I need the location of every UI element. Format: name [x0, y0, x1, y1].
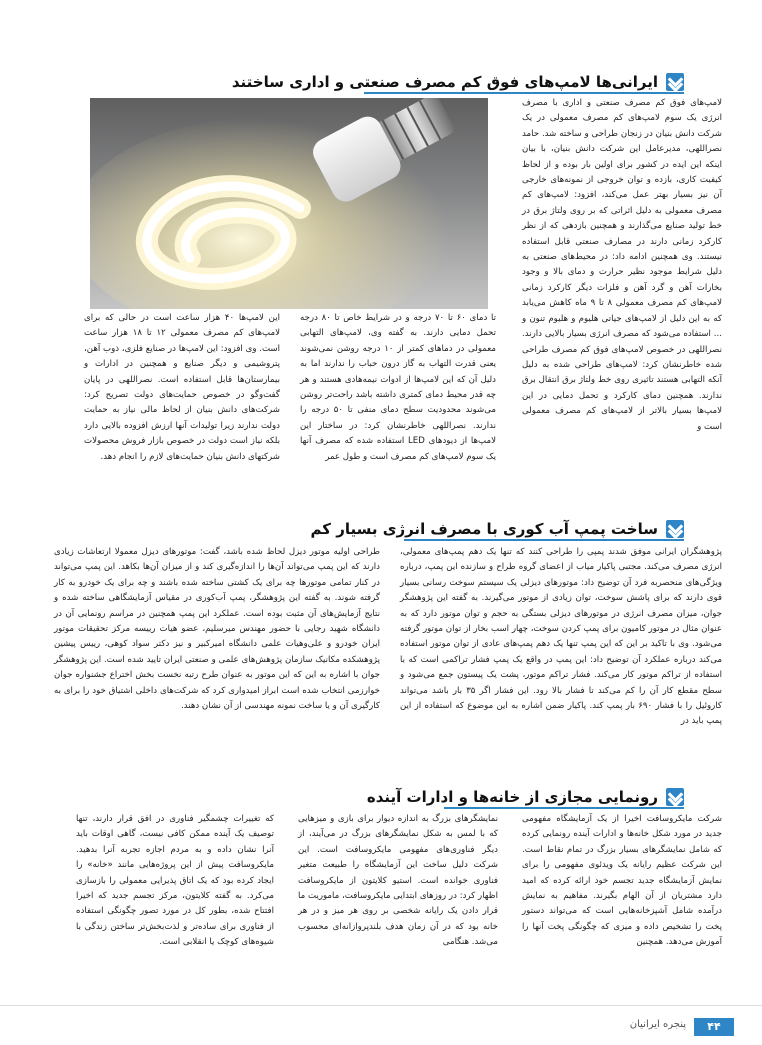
section1-rule — [364, 92, 684, 94]
section3-column-right — [522, 812, 722, 951]
section1-heading — [232, 70, 684, 94]
page-number: ۴۴ — [694, 1018, 734, 1036]
section2-paragraph-left: طراحی اولیه موتور دیزل لحاظ شده باشد، گفت: موتورهای دیزل معمولا ارتعاشات زیادی دارند که این پمپ می‌تواند آن‌ها را اندازه‌گیری کند و از میزان آن‌ها بکاهد. این پمپ می‌تواند در کنار تمامی موتورها چه برای یک کشتی ساخته شده باشند و چه برای یک خودرو به کار گرفته شوند. به گفته این پژوهشگر، پمپ آب‌کوری در مقیاس آزمایشگاهی ساخته شده و نتایج آزمایش‌های آن مثبت بوده است. عملکرد این پمپ همچنین در مراسم رونمایی آن در دانشگاه شهید رجایی با حضور مهندس میرسلیم، عضو هیات رییسه مرکز تحقیقات موتور ایران خودرو و علی‌وهیات علمی دانشگاه امیرکبیر و نیز دکتر سواد کوهی، رییس پیشین پژوهشکده مکانیک سازمان پژوهش‌های علمی و صنعتی ایران تایید شده است. این پژوهشگر جوان با اشاره به این که این موتور به عنوان طرح رتبه نخست بخش اختراع جشنواره جوان خوارزمی انتخاب شده است ابراز امیدواری کرد که شرکت‌های داخلی اشتیاق خود را برای به کارگیری آن و یا ساخت نمونه مهندسی از آن نشان دهند. — [54, 547, 380, 712]
section3-column-left — [76, 812, 274, 951]
section3-paragraph-middle: نمایشگرهای بزرگ به اندازه دیوار برای بازی و میزهایی که با لمس به شکل نمایشگرهای بزرگ در می‌آیند، از دیگر فناوری‌های مفهومی مایکروسافت است. این شرکت دلیل ساخت این آزمایشگاه را طبیعت متغیر فناوری خوانده است. استیو کلایتون از مایکروسافت اظهار کرد: در روزهای ابتدایی مایکروسافت، ماموریت ما قرار دادن یک رایانه شخصی بر روی هر میز و در هر خانه بود که در آن زمان هدف بلندپروازانه‌ای محسوب می‌شد. هنگامی — [298, 814, 498, 948]
section1-column-left — [84, 311, 280, 465]
section3-title: رونمایی مجازی از خانه‌ها و ادارات آینده — [366, 788, 658, 806]
cfl-bulb-illustration — [90, 98, 488, 309]
chevron-down-icon — [666, 788, 684, 806]
section1-column-right — [522, 96, 722, 435]
section2-heading — [311, 517, 685, 541]
section1-paragraph-left: این لامپ‌ها ۴۰ هزار ساعت است در حالی که برای لامپ‌های کم مصرف معمولی ۱۲ تا ۱۸ هزار ساعت است. وی افزود: این لامپ‌ها در صنایع فلزی، ذوب آهن، پتروشیمی و دیگر صنایع و همچنین در ادارات و بیمارستان‌ها قابل استفاده است. نصراللهی در پایان گفت‌وگو در خصوص حمایت‌های دولت تصریح کرد: شرکت‌های دانش بنیان از لحاظ مالی نیاز به حمایت دولت ندارند زیرا تولیدات آنها ارزش افزوده بالایی دارد بلکه نیاز است دولت در خصوص بازار فروش محصولات شرکتهای دانش بنیان حمایت‌های لازم را انجام دهد. — [84, 313, 280, 462]
section2-column-right — [400, 545, 722, 730]
chevron-down-icon — [666, 73, 684, 91]
section3-paragraph-left: که تغییرات چشمگیر فناوری در افق قرار دارند، تنها توصیف یک آینده ممکن کافی نیست، گاهی اوقات باید آنرا نشان داده و به مردم اجازه تجربه آنرا بدهید. مایکروسافت پیش از این پروژه‌هایی مانند «خانه» را ایجاد کرده بود که یک اتاق پذیرایی معمولی را بازسازی می‌کرد. به گفته کلایتون، مرکز تجسم جدید که اخیرا افتتاح شده، بطور کل در مورد تصور چگونگی استفاده از فناوری برای ساده‌تر و لذت‌بخش‌تر ساختن زندگی با شیوه‌های کوچک یا انقلابی است. — [76, 814, 274, 948]
section2-title: ساخت پمپ آب کوری با مصرف انرژی بسیار کم — [310, 520, 658, 538]
chevron-down-icon — [666, 520, 684, 538]
footer-rule — [0, 1005, 762, 1006]
section3-rule — [444, 807, 684, 809]
section2-column-left — [54, 545, 380, 714]
magazine-name: پنجره ایرانیان — [629, 1019, 686, 1030]
section2-paragraph-right: پژوهشگران ایرانی موفق شدند پمپی را طراحی کنند که تنها یک دهم پمپ‌های معمولی، انرژی مصرف می‌کند. مجتبی پاکیار میاب از اعضای گروه طراح و سازنده این پمپ، درباره ویژگی‌های منحصربه فرد آن توضیح داد: موتورهای دیزلی یک سیستم سوخت رسانی بسیار قوی دارند که برای پاشش سوخت، توان زیادی از موتور می‌گیرند. به گفته این پژوهشگر جوان، میزان مصرف انرژی در موتورهای دیزلی بستگی به حجم و توان موتور دارد که به عنوان مثال در موتور کامیون برای پمپ کردن سوخت، چهار اسب بخار از توان موتور گرفته می‌شود. وی با تاکید بر این که این پمپ تنها یک دهم پمپ‌های عادی از توان موتور استفاده می‌کند درباره عملکرد آن توضیح داد: این پمپ در واقع یک پمپ فشار تراکمی است که با استفاده از تراکم موتور کار می‌کند. فشار تراکم موتور، پشت یک پیستون جمع می‌شود و سطح مقطع کار آن را کم می‌کند تا فشار بالا رود. این فشار اگر ۳۵ بار باشد می‌تواند کاروئیل را با فشار ۶۹۰ بار پمپ کند. پاکیار ضمن اشاره به این موضوع که استفاده از این پمپ باید در — [400, 547, 722, 727]
section3-column-middle — [298, 812, 498, 951]
cfl-bulb-photo — [90, 98, 488, 309]
section1-paragraph-middle: تا دمای ۶۰ تا ۷۰ درجه و در شرایط خاص تا ۸۰ درجه تحمل دمایی دارند. به گفته وی، لامپ‌های التهابی معمولی در دماهای کمتر از ۱۰ درجه روشن نمی‌شوند یعنی قدرت التهاب به گاز درون حباب را ندارند اما به دلیل آن که این لامپ‌ها از ادوات نیمه‌هادی هستند و هر چه قدر محیط دمای کمتری داشته باشد راحت‌تر روشن می‌شوند محدودیت سطح دمای منفی تا ۵۰ درجه را ندارند. نصراللهی خاطرنشان کرد: در ساختار این لامپ‌ها از دیودهای LED استفاده شده که مصرف آنها یک سوم لامپ‌های کم مصرف است و طول عمر — [300, 313, 496, 462]
section1-column-middle — [300, 311, 496, 465]
section3-heading — [367, 785, 684, 809]
section3-paragraph-right: شرکت مایکروسافت اخیرا از یک آزمایشگاه مفهومی جدید در مورد شکل خانه‌ها و ادارات آینده رونمایی کرده که شامل نمایشگرهای بسیار بزرگ در تمام نقاط است. این شرکت عظیم رایانه یک ویدئوی مفهومی را برای نمایش آزمایشگاه جدید تجسم خود ارائه کرده که امید دارد مشتریان از آن الهام بگیرند. مفاهیم به نمایش درآمده شامل آشپزخانه‌هایی است که می‌تواند دستور پخت را تشخیص داده و میزی که چگونگی پخت آنها را آموزش می‌دهد. همچنین — [522, 814, 722, 948]
section2-rule — [404, 539, 684, 541]
section1-paragraph-right: لامپ‌های فوق کم مصرف صنعتی و اداری با مصرف انرژی یک سوم لامپ‌های کم مصرف معمولی در یک شرکت دانش بنیان در زنجان طراحی و ساخته شد. حامد نصراللهی، مدیرعامل این شرکت دانش بنیان، با بیان اینکه این ایده در کشور برای اولین بار بوده و از لحاظ کیفیت کاری، بازده و توان خروجی از نمونه‌های خارجی آن نیز بسیار بهتر عمل می‌کند، افزود: لامپ‌های کم مصرف معمولی به دلیل اثراتی که بر روی ولتاژ برق در خط تولید صنایع می‌گذارند و همچنین بازدهی که از نظر کارکرد زمانی دارند در مصارف صنعتی قابل استفاده نیستند. وی همچنین ادامه داد: در محیط‌های صنعتی به دلیل شرایط موجود نظیر حرارت و دمای بالا و وجود بخارات آهن و گرد آهن و فلزات دیگر کارکرد زمانی لامپ‌های کم مصرف معمولی ۸ تا ۹ ماه کاهش می‌یابد که به این دلیل از لامپ‌های جیاتی هلیوم و هلیوم تنون و ... استفاده می‌شود که مصرف انرژی بسیار بالایی دارند. نصراللهی در خصوص لامپ‌های فوق کم مصرف طراحی شده خاطرنشان کرد: لامپ‌های طراحی شده به دلیل آنکه التهابی هستند تاثیری روی خط ولتاژ برق انتقال برق ندارند. همچنین دمای کارکرد و تحمل دمایی در این لامپ‌ها بسیار بالاتر از لامپ‌های کم مصرف معمولی است و — [522, 98, 722, 432]
section1-title: ایرانی‌ها لامپ‌های فوق کم مصرف صنعتی و اداری ساختند — [231, 73, 658, 91]
